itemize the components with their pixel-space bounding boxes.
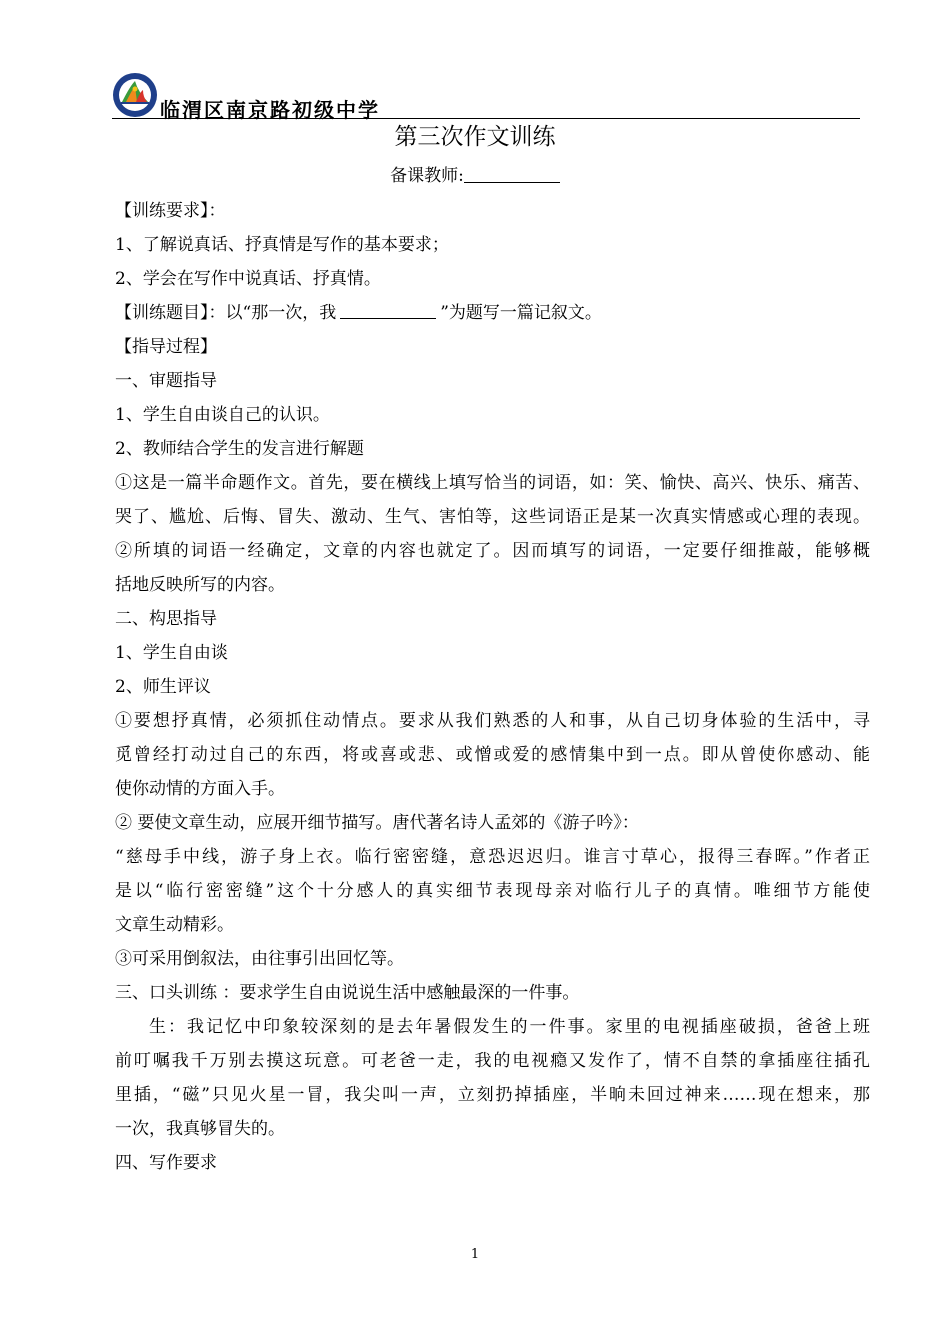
paragraph-line: “慈母手中线，游子身上衣。临行密密缝，意恐迟迟归。谁言寸草心，报得三春晖。”作者正 (115, 847, 870, 867)
topic-line (115, 296, 870, 330)
page-number: 1 (470, 1247, 480, 1262)
paragraph-line: 生：我记忆中印象较深刻的是去年暑假发生的一件事。家里的电视插座破损，爸爸上班 (149, 1017, 870, 1037)
section-heading: 四、写作要求 (115, 1153, 217, 1173)
topic-blank (340, 304, 436, 319)
paragraph-line: ①这是一篇半命题作文。首先，要在横线上填写恰当的词语，如：笑、愉快、高兴、快乐、痛苦、 (115, 473, 870, 493)
section-heading: 三、口头训练 ：要求学生自由说说生活中感触最深的一件事。 (115, 983, 580, 1003)
paragraph-line: 1、学生自由谈 (115, 643, 228, 663)
paragraph-line: ③可采用倒叙法，由往事引出回忆等。 (115, 949, 404, 969)
page-title: 第三次作文训练 (394, 124, 556, 150)
requirement-item: 2、学会在写作中说真话、抒真情。 (115, 269, 381, 289)
paragraph-line: 2、师生评议 (115, 677, 211, 697)
requirements-heading: 【训练要求】： (115, 201, 226, 221)
teacher-line (0, 161, 950, 186)
school-logo-icon (112, 72, 158, 118)
paragraph-line: 哭了、尴尬、后悔、冒失、激动、生气、害怕等，这些词语正是某一次真实情感或心理的表现。 (115, 507, 870, 527)
paragraph-line: 是以“临行密密缝”这个十分感人的真实细节表现母亲对临行儿子的真情。唯细节方能使 (115, 881, 870, 901)
paragraph-line: 2、教师结合学生的发言进行解题 (115, 439, 364, 459)
paragraph-line: 使你动情的方面入手。 (115, 779, 285, 799)
paragraph-line: 里插，“磁”只见火星一冒，我尖叫一声，立刻扔掉插座，半晌未回过神来……现在想来，那 (115, 1085, 870, 1105)
paragraph-line: 括地反映所写的内容。 (115, 575, 285, 595)
section-heading: 二、构思指导 (115, 609, 217, 629)
teacher-blank (464, 166, 560, 183)
topic-prefix: 【训练题目】：以“那一次，我 (115, 303, 337, 323)
paragraph-line: 前叮嘱我千万别去摸这玩意。可老爸一走，我的电视瘾又发作了，情不自禁的拿插座往插孔 (115, 1051, 870, 1071)
requirement-item: 1、了解说真话、抒真情是写作的基本要求； (115, 235, 449, 255)
paragraph-line: 1、学生自由谈自己的认识。 (115, 405, 330, 425)
school-name: 临渭区南京路初级中学 (160, 98, 380, 122)
paragraph-line: ② 要使文章生动，应展开细节描写。唐代著名诗人孟郊的《游子吟》： (115, 813, 639, 833)
paragraph-line: ①要想抒真情，必须抓住动情点。要求从我们熟悉的人和事，从自己切身体验的生活中，寻 (115, 711, 870, 731)
process-heading: 【指导过程】 (115, 337, 217, 357)
paragraph-line: 一次，我真够冒失的。 (115, 1119, 285, 1139)
paragraph-line: 觅曾经打动过自己的东西，将或喜或悲、或憎或爱的感情集中到一点。即从曾使你感动、能 (115, 745, 870, 765)
document-body (115, 194, 870, 1180)
paragraph-line: 文章生动精彩。 (115, 915, 234, 935)
paragraph-line: ②所填的词语一经确定，文章的内容也就定了。因而填写的词语，一定要仔细推敲，能够概 (115, 541, 870, 561)
section-heading: 一、审题指导 (115, 371, 217, 391)
document-header (112, 70, 862, 122)
topic-suffix: ”为题写一篇记叙文。 (440, 303, 602, 323)
teacher-label: 备课教师: (390, 166, 464, 186)
